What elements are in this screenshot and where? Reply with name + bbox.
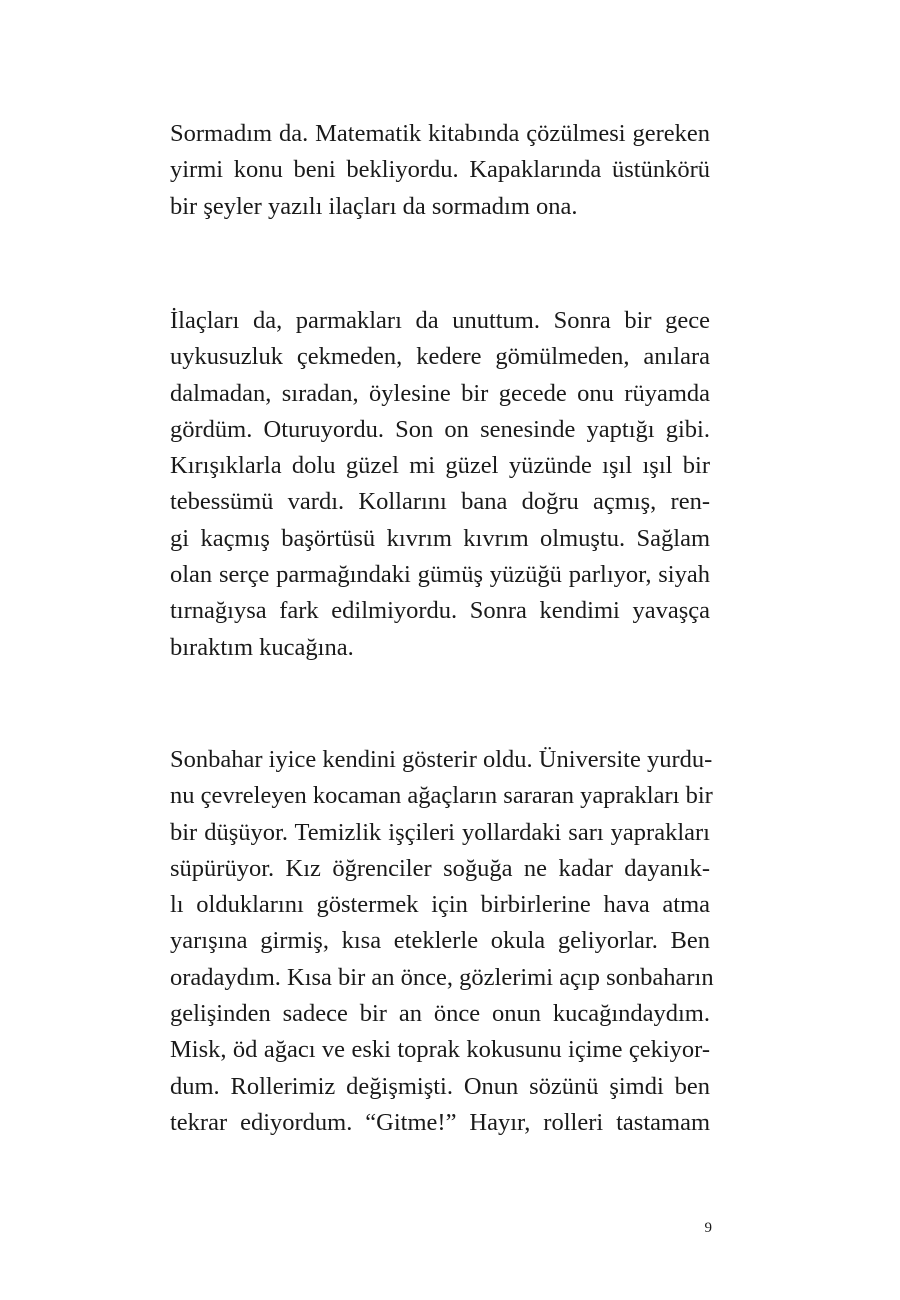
text-line: Sormadım da. Matematik kitabında çözülmesi gereken (170, 120, 710, 147)
text-line: gördüm. Oturuyordu. Son on senesinde yaptığı gibi. (170, 415, 710, 443)
text-line: süpürüyor. Kız öğrenciler soğuğa ne kadar dayanık- (170, 854, 710, 882)
paragraph-1 (170, 116, 710, 225)
text-line: bıraktım kucağına. (170, 633, 354, 661)
text-line: gi kaçmış başörtüsü kıvrım kıvrım olmuştu. Sağlam (170, 524, 710, 552)
text-line: olan serçe parmağındaki gümüş yüzüğü parlıyor, siyah (170, 561, 710, 589)
text-line: tekrar ediyordum. “Gitme!” Hayır, rolleri tastamam (170, 1108, 710, 1136)
text-line: dum. Rollerimiz değişmişti. Onun sözünü şimdi ben (170, 1072, 710, 1100)
text-line: uykusuzluk çekmeden, kedere gömülmeden, anılara (170, 343, 710, 371)
text-line: yarışına girmiş, kısa eteklerle okula geliyorlar. Ben (170, 927, 710, 955)
text-line: lı olduklarını göstermek için birbirlerine hava atma (170, 891, 710, 919)
text-line: bir düşüyor. Temizlik işçileri yollardaki sarı yaprakları (170, 818, 710, 846)
text-line: oradaydım. Kısa bir an önce, gözlerimi açıp sonbaharın (170, 963, 714, 991)
text-line: tebessümü vardı. Kollarını bana doğru açmış, ren- (170, 488, 710, 516)
text-line: gelişinden sadece bir an önce onun kucağındaydım. (170, 1000, 710, 1028)
text-line: İlaçları da, parmakları da unuttum. Sonra bir gece (170, 307, 710, 334)
page-number: 9 (704, 1220, 712, 1236)
text-line: dalmadan, sıradan, öylesine bir gecede onu rüyamda (170, 379, 710, 407)
text-line: Kırışıklarla dolu güzel mi güzel yüzünde ışıl ışıl bir (170, 452, 710, 480)
text-line: Sonbahar iyice kendini gösterir oldu. Üniversite yurdu- (170, 746, 713, 773)
text-line: yirmi konu beni bekliyordu. Kapaklarında üstünkörü (170, 156, 710, 184)
paragraph-3 (170, 742, 714, 1141)
paragraph-2 (170, 303, 710, 666)
text-line: Misk, öd ağacı ve eski toprak kokusunu içime çekiyor- (170, 1036, 710, 1064)
text-line: nu çevreleyen kocaman ağaçların sararan yaprakları bir (170, 782, 713, 810)
text-line: bir şeyler yazılı ilaçları da sormadım ona. (170, 192, 578, 220)
text-line: tırnağıysa fark edilmiyordu. Sonra kendimi yavaşça (170, 597, 710, 625)
